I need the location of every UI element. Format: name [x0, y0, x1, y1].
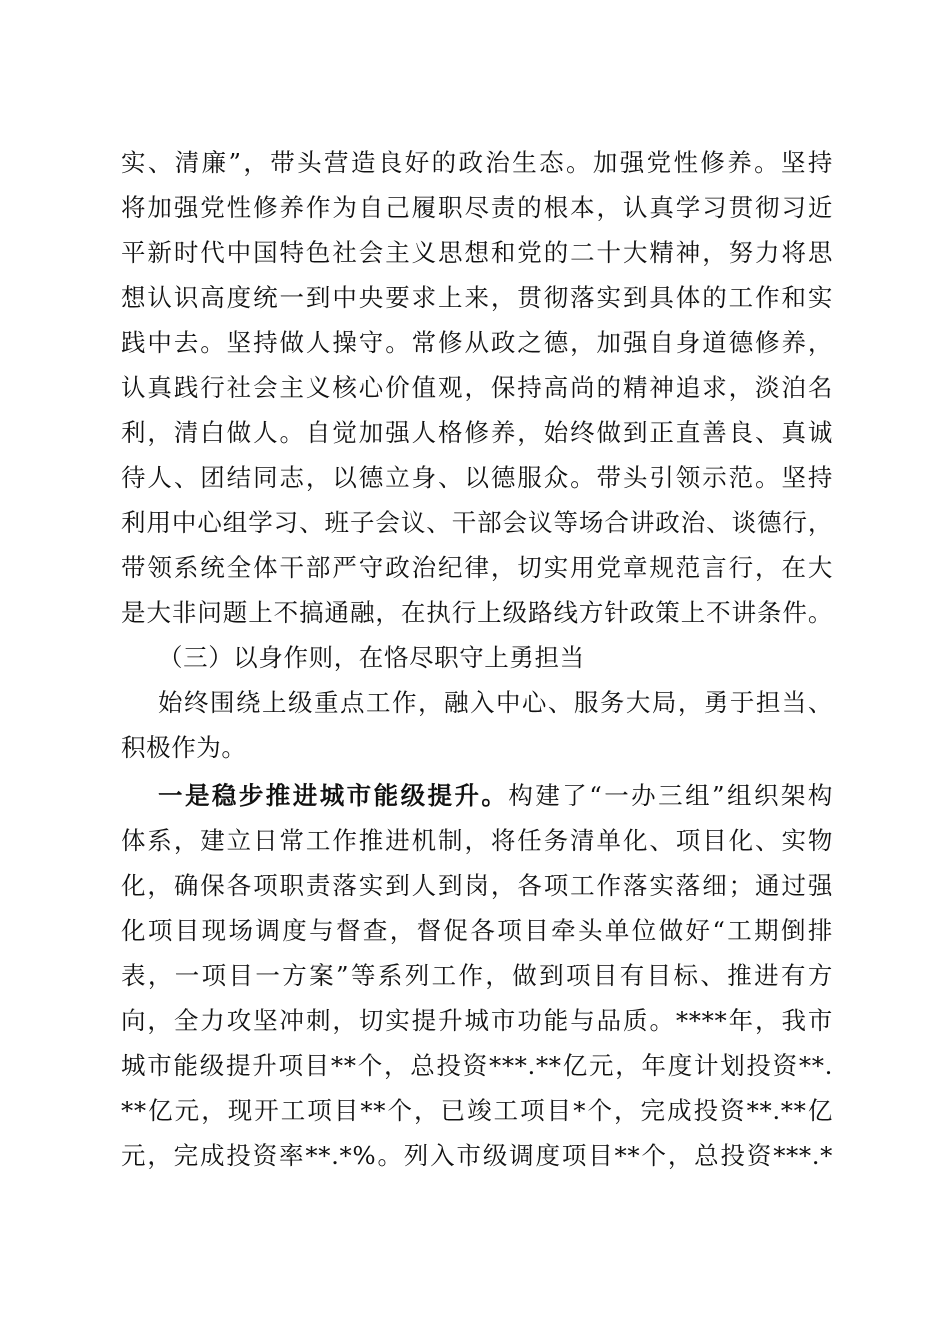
text-line: 将加强党性修养作为自己履职尽责的根本，认真学习贯彻习近	[121, 193, 833, 222]
text-line: 向，全力攻坚冲刺，切实提升城市功能与品质。****年，我市	[121, 1006, 833, 1035]
text-line: 化，确保各项职责落实到人到岗，各项工作落实落细；通过强	[121, 871, 833, 900]
text-line: 体系，建立日常工作推进机制，将任务清单化、项目化、实物	[121, 826, 833, 855]
text-line: 认真践行社会主义核心价值观，保持高尚的精神追求，淡泊名	[121, 373, 833, 402]
text-line: 是大非问题上不搞通融，在执行上级路线方针政策上不讲条件。	[121, 598, 833, 627]
text-line: 利用中心组学习、班子会议、干部会议等场合讲政治、谈德行，	[121, 508, 833, 537]
text-line: 始终围绕上级重点工作，融入中心、服务大局，勇于担当、	[158, 688, 833, 717]
section-heading: （三）以身作则，在恪尽职守上勇担当	[158, 643, 585, 672]
text-line: 实、清廉”，带头营造良好的政治生态。加强党性修养。坚持	[121, 148, 833, 177]
text-line: 化项目现场调度与督查，督促各项目牵头单位做好“工期倒排	[121, 916, 833, 945]
item-lead-rest: 构建了“一办三组”组织架构	[508, 781, 833, 810]
text-line: 表，一项目一方案”等系列工作，做到项目有目标、推进有方	[121, 961, 833, 990]
text-line: **亿元，现开工项目**个，已竣工项目*个，完成投资**.**亿	[121, 1096, 833, 1125]
text-line: 元，完成投资率**.*%。列入市级调度项目**个，总投资***.*	[121, 1141, 833, 1170]
item-heading-line	[158, 774, 833, 818]
text-line: 城市能级提升项目**个，总投资***.**亿元，年度计划投资**.	[121, 1051, 833, 1080]
text-line: 践中去。坚持做人操守。常修从政之德，加强自身道德修养，	[121, 328, 833, 357]
text-line: 带领系统全体干部严守政治纪律，切实用党章规范言行，在大	[121, 553, 833, 582]
text-line: 利，清白做人。自觉加强人格修养，始终做到正直善良、真诚	[121, 418, 833, 447]
text-line: 想认识高度统一到中央要求上来，贯彻落实到具体的工作和实	[121, 283, 833, 312]
item-lead: 一是稳步推进城市能级提升。	[158, 781, 509, 810]
text-line: 积极作为。	[121, 733, 247, 762]
text-line: 待人、团结同志，以德立身、以德服众。带头引领示范。坚持	[121, 463, 833, 492]
text-line: 平新时代中国特色社会主义思想和党的二十大精神，努力将思	[121, 238, 833, 267]
